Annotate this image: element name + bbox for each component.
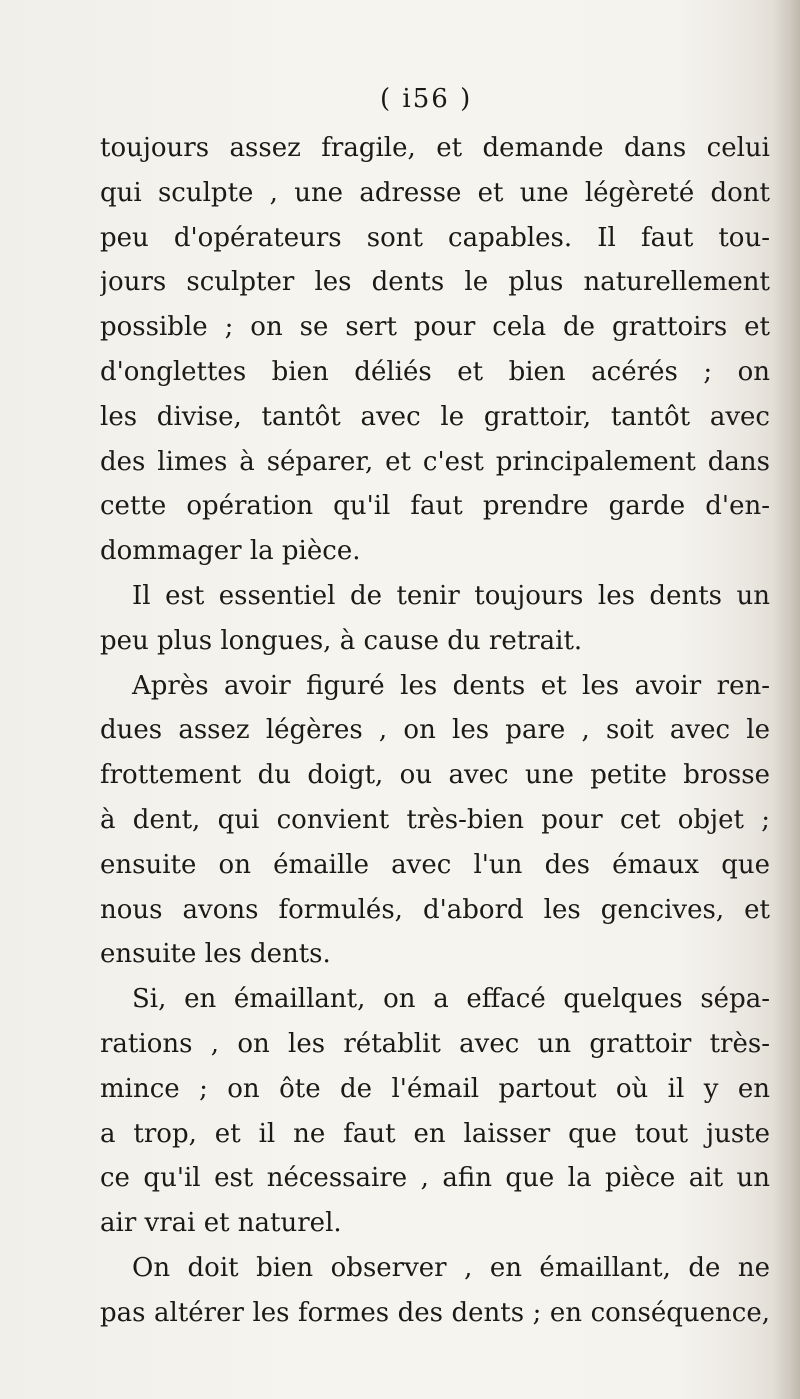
text-line: air vrai et naturel. [100,1208,342,1239]
text-line: nous avons formulés, d'abord les gencives, et [100,894,770,925]
text-line: On doit bien observer , en émaillant, de ne [132,1252,770,1283]
text-line: Après avoir figuré les dents et les avoir ren- [132,670,770,701]
page-edge-shadow [774,0,800,1399]
text-line: ce qu'il est nécessaire , afin que la pièce ait un [100,1163,770,1194]
text-line: pas altérer les formes des dents ; en conséquence, [100,1297,770,1328]
text-line: peu plus longues, à cause du retrait. [100,625,583,656]
body-text [100,126,770,1336]
text-line: d'onglettes bien déliés et bien acérés ; on [100,356,770,387]
text-line: frottement du doigt, ou avec une petite brosse [100,760,770,791]
text-line: dommager la pièce. [100,536,361,567]
text-line: mince ; on ôte de l'émail partout où il y en [100,1073,770,1104]
text-line: des limes à séparer, et c'est principalement dans [100,446,770,477]
text-line: toujours assez fragile, et demande dans celui [100,133,770,163]
text-line: rations , on les rétablit avec un grattoir très- [100,1028,770,1059]
text-line: ensuite on émaille avec l'un des émaux que [100,849,770,880]
text-line: Si, en émaillant, on a effacé quelques sépa- [132,984,770,1015]
text-line: à dent, qui convient très-bien pour cet objet ; [100,804,770,835]
text-line: jours sculpter les dents le plus naturellement [100,267,770,298]
page-number: ( i56 ) [380,84,473,114]
text-line: possible ; on se sert pour cela de grattoirs et [100,312,770,343]
text-line: peu d'opérateurs sont capables. Il faut tou- [100,222,770,253]
text-line: Il est essentiel de tenir toujours les dents un [132,580,770,611]
text-line: dues assez légères , on les pare , soit avec le [100,715,770,746]
text-line: ensuite les dents. [100,939,331,970]
text-line: a trop, et il ne faut en laisser que tout juste [100,1118,770,1149]
text-line: les divise, tantôt avec le grattoir, tantôt avec [100,401,770,432]
text-line: cette opération qu'il faut prendre garde d'en- [100,491,770,522]
text-line: qui sculpte , une adresse et une légèreté dont [100,177,770,208]
